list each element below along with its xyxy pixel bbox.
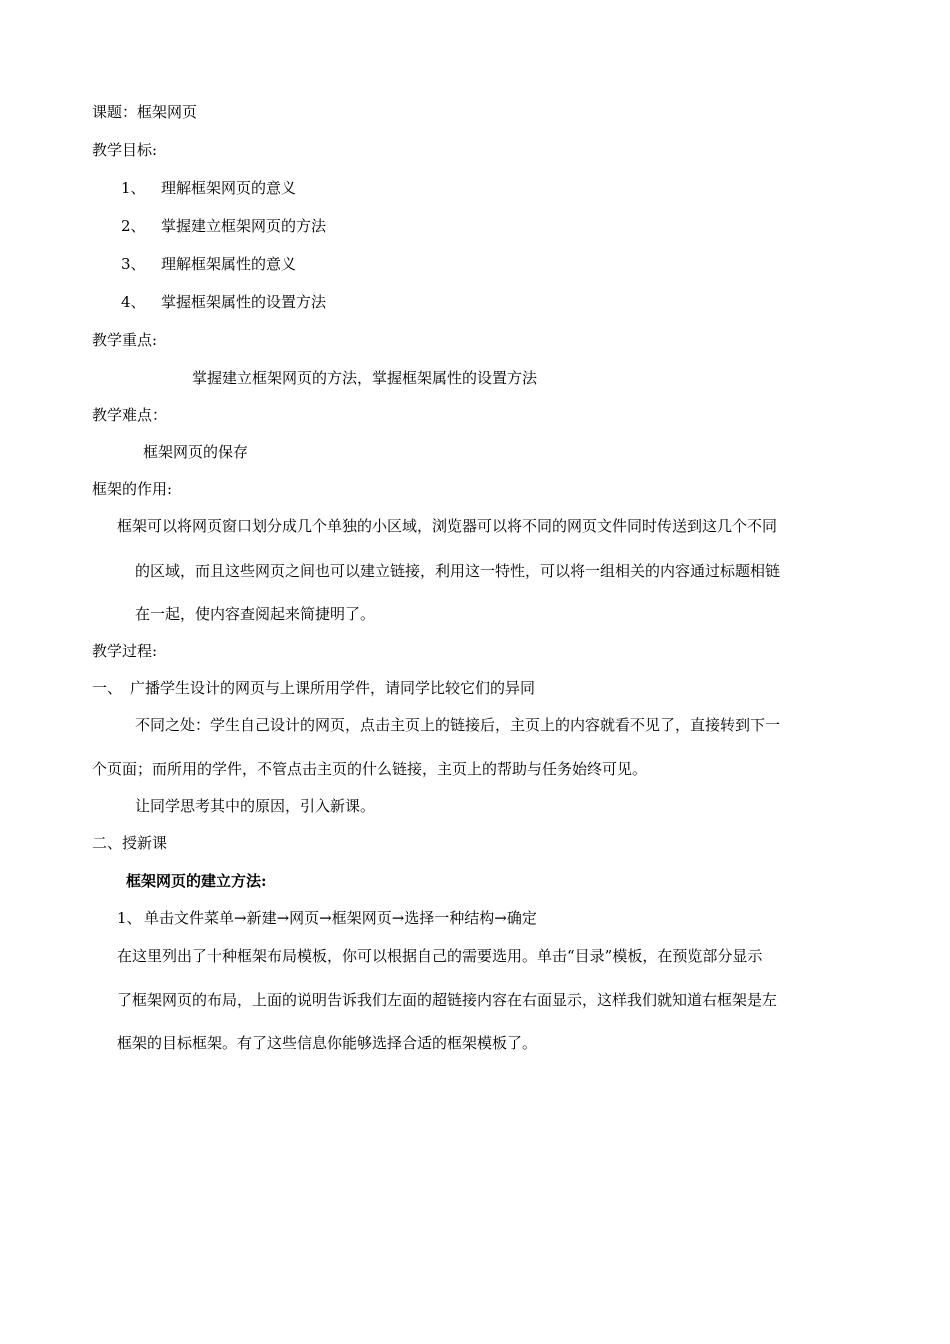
topic-line: 课题：框架网页 — [92, 103, 198, 121]
goal-text: 理解框架属性的意义 — [161, 255, 297, 273]
goal-number: 4、 — [121, 293, 146, 311]
goal-item — [121, 254, 296, 274]
goal-number: 1、 — [121, 179, 146, 197]
step-one — [92, 678, 535, 698]
key-text: 掌握建立框架网页的方法，掌握框架属性的设置方法 — [192, 369, 538, 387]
step-number: 一、 — [92, 679, 123, 697]
goals-heading: 教学目标: — [92, 141, 158, 159]
difference-line: 不同之处：学生自己设计的网页，点击主页上的链接后，主页上的内容就看不见了，直接转到下一 — [135, 716, 781, 734]
difference-line: 个页面；而所用的学件，不管点击主页的什么链接，主页上的帮助与任务始终可见。 — [92, 760, 648, 778]
role-line: 在一起，使内容查阅起来简捷明了。 — [135, 605, 376, 623]
difficulty-text: 框架网页的保存 — [143, 443, 249, 461]
goal-text: 理解框架网页的意义 — [161, 179, 297, 197]
method-line: 在这里列出了十种框架布局模板，你可以根据自己的需要选用。单击“目录”模板，在预览部分显示 — [117, 947, 763, 965]
goal-item — [121, 178, 296, 198]
role-heading: 框架的作用: — [92, 480, 173, 498]
method-step-text: 单击文件菜单→新建→网页→框架网页→选择一种结构→确定 — [144, 909, 537, 927]
role-line: 的区域，而且这些网页之间也可以建立链接，利用这一特性，可以将一组相关的内容通过标题相链 — [135, 562, 781, 580]
method-line: 了框架网页的布局，上面的说明告诉我们左面的超链接内容在右面显示，这样我们就知道右框架是左 — [117, 991, 778, 1009]
key-heading: 教学重点: — [92, 331, 158, 349]
goal-text: 掌握建立框架网页的方法 — [161, 217, 327, 235]
goal-item — [121, 292, 326, 312]
process-heading: 教学过程: — [92, 642, 158, 660]
goal-text: 掌握框架属性的设置方法 — [161, 293, 327, 311]
step-two: 二、授新课 — [92, 834, 168, 852]
method-step — [117, 908, 537, 928]
method-heading: 框架网页的建立方法: — [126, 872, 267, 890]
goal-item — [121, 216, 326, 236]
step-text: 广播学生设计的网页与上课所用学件，请同学比较它们的异同 — [130, 679, 536, 697]
think-line: 让同学思考其中的原因，引入新课。 — [135, 797, 376, 815]
role-line: 框架可以将网页窗口划分成几个单独的小区域，浏览器可以将不同的网页文件同时传送到这几个不同 — [117, 517, 778, 535]
difficulty-heading: 教学难点： — [92, 406, 168, 424]
goal-number: 2、 — [121, 217, 146, 235]
method-step-number: 1、 — [117, 909, 142, 927]
goal-number: 3、 — [121, 255, 146, 273]
method-line: 框架的目标框架。有了这些信息你能够选择合适的框架模板了。 — [117, 1034, 538, 1052]
